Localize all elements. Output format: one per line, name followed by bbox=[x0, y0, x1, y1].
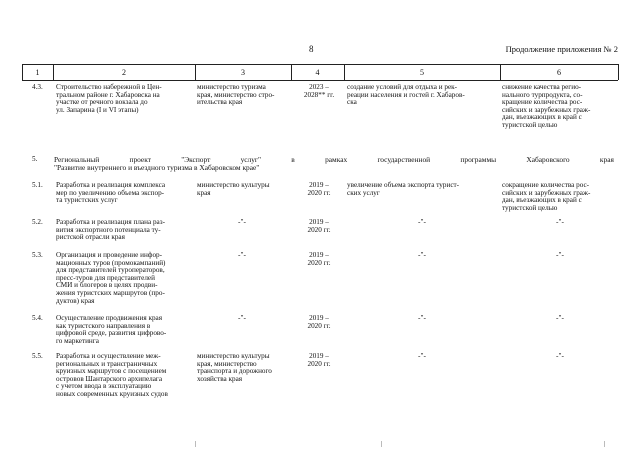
ditto-mark: -"- bbox=[418, 313, 426, 322]
col-header-5: 5 bbox=[420, 68, 424, 77]
ditto-mark: -"- bbox=[556, 217, 564, 226]
col-header-4: 4 bbox=[315, 68, 320, 77]
ditto-mark: -"- bbox=[418, 351, 426, 360]
task-name: Разработка и реализация комплекса мер по увеличению объема экспор- та туристских услуг bbox=[56, 181, 166, 205]
task-name: Организация и проведение инфор- мационных туров (промокампаний) для представителей туроператоров, пресс-туров для представителей СМИ и блогеров в целях продви- жения туристских маршрутов (про- дуктов) края bbox=[56, 251, 166, 305]
col-header-3: 3 bbox=[241, 68, 245, 77]
period: 2019 – 2020 гг. bbox=[307, 218, 331, 234]
task-name: Строительство набережной в Цен- тральном районе г. Хабаровска на участке от речного вокзала до ул. Запарина (I и VI этапы) bbox=[56, 83, 162, 114]
executor: министерство культуры края, министерство транспорта и дорожного хозяйства края bbox=[197, 352, 272, 383]
ditto-mark: -"- bbox=[556, 313, 564, 322]
row-number: 5.2. bbox=[32, 218, 43, 226]
non-fulfillment-effect: сокращение количества рос- сийских и зарубежных граж- дан, въезжающих в край с туристской целью bbox=[502, 181, 591, 212]
expected-result: создание условий для отдыха и рек- реации населения и гостей г. Хабаров- ска bbox=[347, 83, 465, 107]
task-name: Разработка и реализация плана раз- вития экспортного потенциала ту- ристской отрасли края bbox=[56, 218, 165, 242]
col-header-6: 6 bbox=[557, 68, 561, 77]
ditto-mark: -"- bbox=[418, 250, 426, 259]
task-name: Осуществление продвижения края как туристского направления в цифровой среде, развития цифрово- го маркетинга bbox=[56, 314, 167, 345]
executor: министерство культуры края bbox=[197, 181, 270, 197]
scan-mark bbox=[381, 441, 382, 447]
executor: министерство туризма края, министерство стро- ительства края bbox=[197, 83, 275, 107]
ditto-mark: -"- bbox=[418, 217, 426, 226]
scan-mark bbox=[604, 441, 605, 447]
non-fulfillment-effect: снижение качества регио- нального турпродукта, со- кращение количества рос- сийских и зарубежных граж- дан, въезжающих в край с туристской целью bbox=[502, 83, 591, 129]
scan-mark bbox=[195, 441, 196, 447]
row-number: 5.1. bbox=[32, 181, 43, 189]
row-number: 4.3. bbox=[32, 83, 43, 91]
section-heading: Региональный проект "Экспорт услуг" в рамках государственной программы Хабаровского края "Развитие внутреннего и въездного туризма в Хабаровском крае" bbox=[54, 155, 614, 172]
expected-result: увеличение объема экспорта турист- ских услуг bbox=[347, 181, 460, 197]
period: 2019 – 2020 гг. bbox=[307, 181, 331, 197]
ditto-mark: -"- bbox=[238, 217, 246, 226]
row-number: 5.3. bbox=[32, 251, 43, 259]
period: 2019 – 2020 гг. bbox=[307, 251, 331, 267]
col-header-1: 1 bbox=[35, 68, 40, 77]
period: 2023 – 2028** гг. bbox=[303, 83, 335, 99]
ditto-mark: -"- bbox=[556, 250, 564, 259]
page-number: 8 bbox=[309, 44, 314, 54]
period: 2019 – 2020 гг. bbox=[307, 352, 331, 368]
row-number: 5.4. bbox=[32, 314, 43, 322]
period: 2019 – 2020 гг. bbox=[307, 314, 331, 330]
continuation-label: Продолжение приложения № 2 bbox=[505, 44, 618, 54]
col-header-2: 2 bbox=[122, 68, 126, 77]
section-number: 5. bbox=[32, 155, 38, 163]
ditto-mark: -"- bbox=[556, 351, 564, 360]
ditto-mark: -"- bbox=[238, 313, 246, 322]
ditto-mark: -"- bbox=[238, 250, 246, 259]
row-number: 5.5. bbox=[32, 352, 43, 360]
task-name: Разработка и осуществление меж- региональных и трансграничных круизных маршрутов с посещением островов Шантарского архипелага с учетом ввода в эксплуатацию новых современных круизных судов bbox=[56, 352, 168, 398]
